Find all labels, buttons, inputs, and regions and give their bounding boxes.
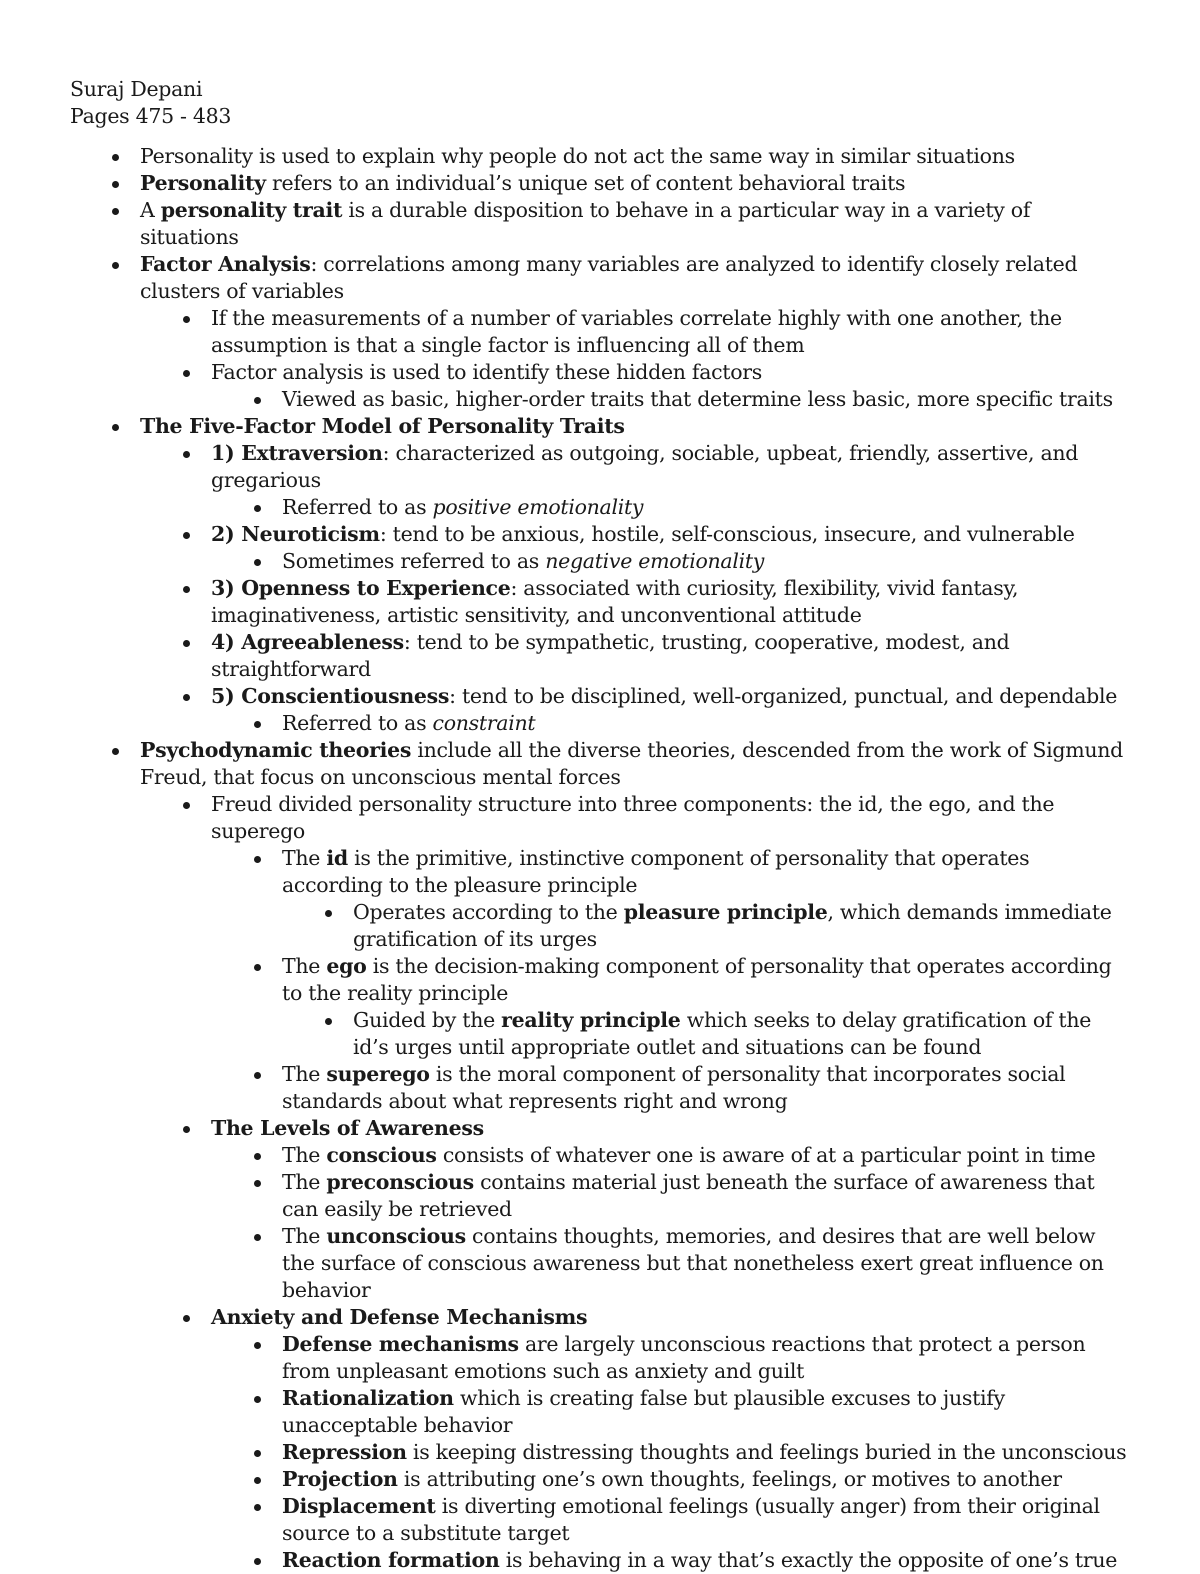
italic-term: negative emotionality bbox=[545, 549, 765, 573]
list-item-text: is behaving in a way that’s exactly the opposite of one’s true bbox=[499, 1548, 1118, 1572]
bold-term: The Levels of Awareness bbox=[211, 1116, 484, 1140]
list-item-text: is keeping distressing thoughts and feelings buried in the unconscious bbox=[406, 1440, 1127, 1464]
bold-term: ego bbox=[326, 954, 367, 978]
list-item-text: is attributing one’s own thoughts, feelings, or motives to another bbox=[397, 1467, 1062, 1491]
bold-term: superego bbox=[326, 1062, 430, 1086]
bold-term: Rationalization bbox=[282, 1386, 454, 1410]
list-item bbox=[282, 1142, 1127, 1169]
page-range: Pages 475 - 483 bbox=[70, 104, 232, 128]
list-item-text: are largely unconscious reactions that protect a person from unpleasant emotions such as anxiety and guilt bbox=[282, 1332, 1086, 1383]
list-item-text: Operates according to the bbox=[353, 900, 624, 924]
bold-term: 4) Agreeableness bbox=[211, 630, 404, 654]
list-item bbox=[282, 710, 1127, 737]
list-item-text: The bbox=[282, 1224, 327, 1248]
list-item-text: Factor analysis is used to identify these hidden factors bbox=[211, 360, 762, 384]
list-item bbox=[282, 548, 1127, 575]
list-item-text: is diverting emotional feelings (usually anger) from their original source to a substitute target bbox=[282, 1494, 1100, 1545]
bold-term: Displacement bbox=[282, 1494, 436, 1518]
bold-term: 2) Neuroticism bbox=[211, 522, 380, 546]
list-item-text: The bbox=[282, 1170, 327, 1194]
list-item-text: Referred to as bbox=[282, 495, 433, 519]
list-item-text: contains thoughts, memories, and desires that are well below the surface of conscious awareness but that nonetheless exert great influence on behavior bbox=[282, 1224, 1104, 1302]
document-page bbox=[70, 76, 1130, 1574]
bold-term: id bbox=[326, 846, 348, 870]
list-item bbox=[282, 1466, 1127, 1493]
list-item bbox=[211, 1304, 1130, 1331]
list-item-text: : tend to be disciplined, well-organized, punctual, and dependable bbox=[449, 684, 1118, 708]
list-item bbox=[282, 1331, 1127, 1385]
list-item bbox=[282, 1061, 1127, 1115]
list-item bbox=[353, 1007, 1123, 1061]
bold-term: 5) Conscientiousness bbox=[211, 684, 450, 708]
list-item-text: is a durable disposition to behave in a particular way in a variety of situations bbox=[140, 198, 1031, 249]
bold-term: reality principle bbox=[501, 1008, 681, 1032]
list-item bbox=[211, 575, 1130, 629]
italic-term: constraint bbox=[432, 711, 536, 735]
bold-term: pleasure principle bbox=[623, 900, 828, 924]
list-item-text: which is creating false but plausible excuses to justify unacceptable behavior bbox=[282, 1386, 1005, 1437]
list-item bbox=[140, 737, 1130, 791]
list-item bbox=[211, 1115, 1130, 1142]
italic-term: positive emotionality bbox=[432, 495, 644, 519]
list-item-text: : correlations among many variables are analyzed to identify closely related clusters of variables bbox=[140, 252, 1078, 303]
list-item bbox=[140, 197, 1130, 251]
list-item-text: Freud divided personality structure into three components: the id, the ego, and the superego bbox=[211, 792, 1055, 843]
list-item-text: which seeks to delay gratification of the id’s urges until appropriate outlet and situations can be found bbox=[353, 1008, 1092, 1059]
bold-term: preconscious bbox=[326, 1170, 474, 1194]
bold-term: Defense mechanisms bbox=[282, 1332, 519, 1356]
list-item-text: Sometimes referred to as bbox=[282, 549, 546, 573]
list-item-text: If the measurements of a number of variables correlate highly with one another, the assumption is that a single factor is influencing all of them bbox=[211, 306, 1062, 357]
list-item bbox=[211, 359, 1130, 386]
notes-list bbox=[70, 143, 1130, 1574]
list-item bbox=[282, 845, 1127, 899]
list-item bbox=[211, 629, 1130, 683]
list-item bbox=[282, 953, 1127, 1007]
list-item-text: consists of whatever one is aware of at a particular point in time bbox=[436, 1143, 1096, 1167]
list-item bbox=[353, 899, 1123, 953]
list-item-text: Referred to as bbox=[282, 711, 433, 735]
bold-term: Anxiety and Defense Mechanisms bbox=[211, 1305, 588, 1329]
list-item bbox=[140, 170, 1130, 197]
list-item-text: is the decision-making component of personality that operates according to the reality principle bbox=[282, 954, 1112, 1005]
bold-term: The Five-Factor Model of Personality Traits bbox=[140, 414, 625, 438]
list-item-text: A bbox=[140, 198, 161, 222]
list-item bbox=[211, 791, 1130, 845]
list-item bbox=[282, 1439, 1127, 1466]
list-item-text: Guided by the bbox=[353, 1008, 502, 1032]
list-item bbox=[282, 494, 1127, 521]
bold-term: 1) Extraversion bbox=[211, 441, 383, 465]
author-name: Suraj Depani bbox=[70, 77, 203, 101]
list-item-text: The bbox=[282, 1143, 327, 1167]
list-item bbox=[211, 440, 1130, 494]
list-item bbox=[211, 521, 1130, 548]
list-item-text: : characterized as outgoing, sociable, upbeat, friendly, assertive, and gregarious bbox=[211, 441, 1079, 492]
list-item-text: Personality is used to explain why people do not act the same way in similar situations bbox=[140, 144, 1015, 168]
bold-term: conscious bbox=[326, 1143, 437, 1167]
bold-term: Psychodynamic theories bbox=[140, 738, 412, 762]
list-item bbox=[282, 1223, 1127, 1304]
bold-term: Repression bbox=[282, 1440, 407, 1464]
list-item-text: is the primitive, instinctive component of personality that operates according to the pleasure principle bbox=[282, 846, 1030, 897]
list-item bbox=[282, 386, 1127, 413]
bold-term: Projection bbox=[282, 1467, 398, 1491]
list-item-text: : associated with curiosity, flexibility, vivid fantasy, imaginativeness, artistic sensitivity, and unconventional attitude bbox=[211, 576, 1019, 627]
bold-term: Reaction formation bbox=[282, 1548, 500, 1572]
list-item-text: , which demands immediate gratification of its urges bbox=[353, 900, 1112, 951]
list-item-text: is the moral component of personality that incorporates social standards about what represents right and wrong bbox=[282, 1062, 1066, 1113]
list-item bbox=[211, 683, 1130, 710]
bold-term: Factor Analysis bbox=[140, 252, 311, 276]
list-item-text: : tend to be sympathetic, trusting, cooperative, modest, and straightforward bbox=[211, 630, 1010, 681]
bold-term: Personality bbox=[140, 171, 266, 195]
list-item-text: Viewed as basic, higher-order traits that determine less basic, more specific traits bbox=[282, 387, 1113, 411]
list-item bbox=[140, 143, 1130, 170]
list-item bbox=[282, 1547, 1127, 1574]
list-item bbox=[282, 1493, 1127, 1547]
list-item-text: The bbox=[282, 954, 327, 978]
list-item-text: refers to an individual’s unique set of content behavioral traits bbox=[265, 171, 906, 195]
list-item bbox=[140, 251, 1130, 305]
list-item bbox=[140, 413, 1130, 440]
list-item-text: The bbox=[282, 846, 327, 870]
list-item-text: include all the diverse theories, descended from the work of Sigmund Freud, that focus on unconscious mental forces bbox=[140, 738, 1123, 789]
bold-term: unconscious bbox=[326, 1224, 466, 1248]
list-item bbox=[211, 305, 1130, 359]
list-item-text: : tend to be anxious, hostile, self-conscious, insecure, and vulnerable bbox=[379, 522, 1075, 546]
bold-term: 3) Openness to Experience bbox=[211, 576, 511, 600]
bold-term: personality trait bbox=[160, 198, 343, 222]
list-item-text: The bbox=[282, 1062, 327, 1086]
list-item-text: contains material just beneath the surface of awareness that can easily be retrieved bbox=[282, 1170, 1095, 1221]
list-item bbox=[282, 1169, 1127, 1223]
list-item bbox=[282, 1385, 1127, 1439]
